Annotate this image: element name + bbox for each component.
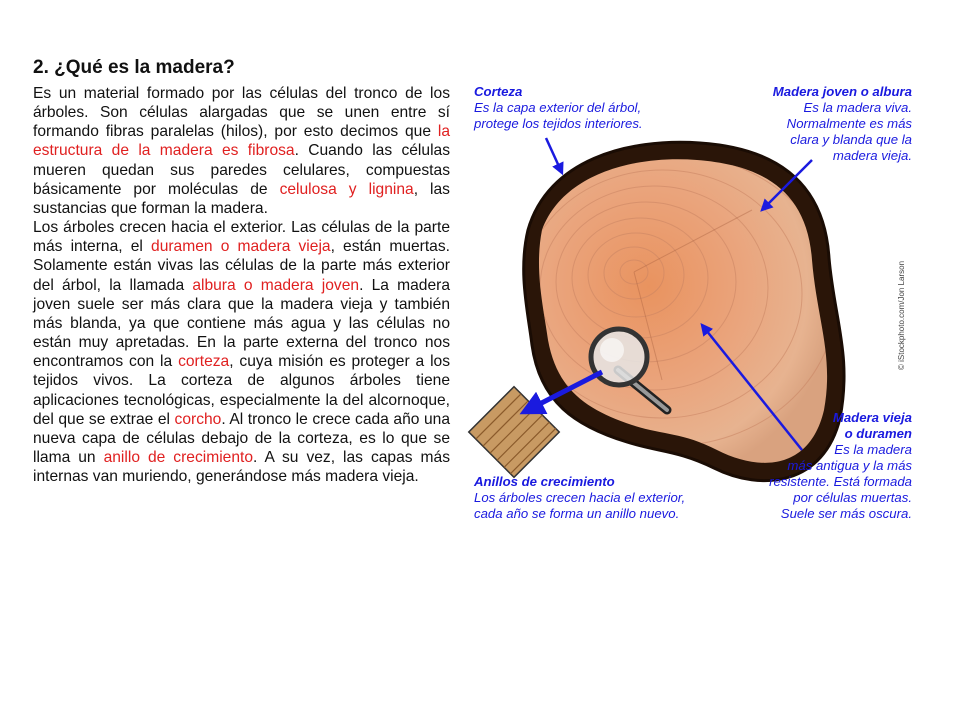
caption-corteza-line: protege los tejidos interiores. (474, 116, 643, 131)
caption-albura-line: madera vieja. (832, 148, 912, 163)
tree-trunk-figure (462, 80, 922, 540)
body-text-run: . Cuando las células mueren quedan sus paredes celulares, compuestas básicamente por moléculas de (33, 142, 450, 198)
highlighted-term: la estructura de la madera es fibrosa (33, 123, 450, 160)
caption-albura-line: Es la madera viva. (803, 100, 912, 115)
body-paragraph (33, 218, 450, 486)
caption-anillos-line: Los árboles crecen hacia el exterior, (474, 490, 686, 505)
caption-corteza-line: Es la capa exterior del árbol, (474, 100, 642, 115)
body-text-run: . La madera joven suele ser más clara que la madera vieja y también más blanda, ya que contiene más agua y las células no están muy apretadas. En la parte externa del tronco nos encontramos con la (33, 276, 451, 371)
caption-duramen-line: Es la madera (834, 442, 912, 457)
highlighted-term: duramen o madera vieja (151, 238, 331, 256)
caption-duramen-line: resistente. Está formada (769, 474, 912, 489)
body-text-run: , cuya misión es proteger a los tejidos vivos. La corteza de algunos árboles tiene aplicaciones tecnológicas, especialmente la del alcornoque, del que se extrae el (33, 353, 451, 428)
body-text-run: Los árboles crecen hacia el exterior. Las células de la parte más interna, el (33, 219, 450, 256)
caption-corteza (474, 84, 694, 132)
body-paragraph (33, 84, 450, 218)
caption-duramen-title: o duramen (844, 426, 912, 441)
caption-albura-line: clara y blanda que la (790, 132, 912, 147)
caption-anillos-title: Anillos de crecimiento (474, 474, 615, 489)
body-text-run: . A su vez, las capas más internas van muriendo, generándose más madera vieja. (33, 448, 450, 486)
caption-albura (712, 84, 912, 164)
photo-credit: © iStockphoto.com/Jon Larson (897, 260, 906, 370)
caption-anillos-line: cada año se forma un anillo nuevo. (474, 506, 680, 521)
body-text-run: , las sustancias que forman la madera. (33, 180, 450, 217)
caption-anillos (474, 474, 734, 522)
caption-duramen-title: Madera vieja (832, 410, 912, 425)
body-text-run: Es un material formado por las células del tronco de los árboles. Son células alargadas que se unen entre sí formando fibras paralelas (hilos), por esto decimos que (33, 85, 450, 141)
caption-duramen-line: más antigua y la más (787, 458, 912, 473)
highlighted-term: celulosa y lignina (279, 180, 414, 198)
caption-corteza-title: Corteza (474, 84, 523, 99)
highlighted-term: anillo de crecimiento (103, 448, 254, 466)
page-title: 2. ¿Qué es la madera? (33, 57, 235, 78)
highlighted-term: albura o madera joven (192, 276, 360, 294)
body-text (33, 84, 450, 486)
highlighted-term: corcho (174, 410, 222, 428)
arrow-corteza (546, 138, 562, 173)
caption-duramen (722, 410, 912, 522)
caption-duramen-line: por células muertas. (793, 490, 912, 505)
highlighted-term: corteza (178, 353, 230, 371)
caption-albura-title: Madera joven o albura (772, 84, 912, 99)
body-text-run: . Al tronco le crece cada año una nueva capa de células debajo de la corteza, es lo que se llama un (33, 410, 450, 466)
caption-albura-line: Normalmente es más (786, 116, 912, 131)
body-text-run: , están muertas. Solamente están vivas las células de la parte más exterior del árbol, la llamada (33, 238, 450, 294)
caption-duramen-line: Suele ser más oscura. (780, 506, 912, 521)
